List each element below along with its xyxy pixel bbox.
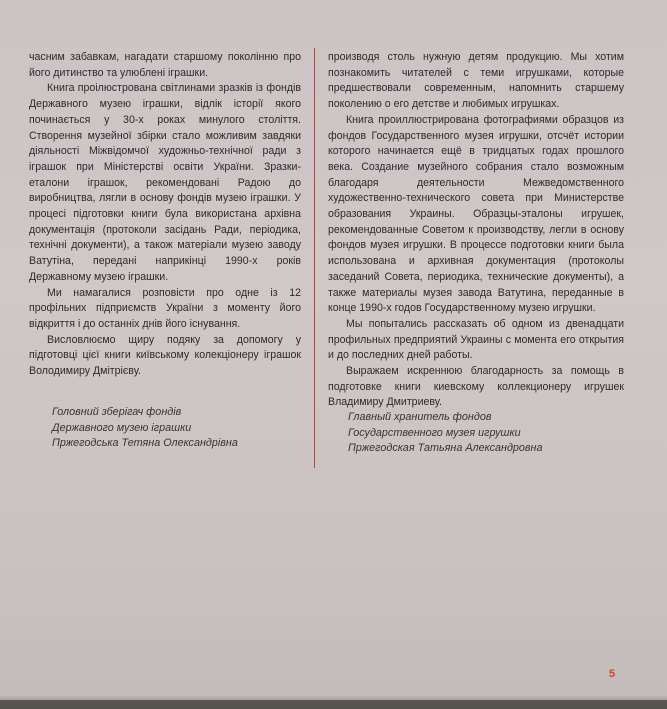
rus-signature-name: Пржегодская Татьяна Александровна bbox=[348, 442, 543, 455]
page-number: 5 bbox=[609, 668, 616, 680]
ukr-signature-title: Головний зберігач фондів bbox=[52, 406, 182, 418]
rus-paragraph-3: Мы попытались рассказать об одном из двенадцати профильных предприятий Украины с момента его открытия и до последних дней работы. bbox=[328, 317, 624, 362]
ukr-paragraph-1: часним забавкам, нагадати старшому поколінню про його дитинство та улюблені іграшки. bbox=[29, 51, 301, 79]
page-bottom-shadow bbox=[0, 695, 667, 709]
ukr-paragraph-3: Ми намагалися розповісти про одне із 12 профільних підприємств України з моменту його відкриття і до останніх днів його існування. bbox=[29, 286, 301, 330]
ukr-signature-name: Пржегодська Тетяна Олександрівна bbox=[52, 437, 238, 450]
rus-signature bbox=[348, 410, 543, 457]
ukr-signature-museum: Державного музею іграшки bbox=[52, 421, 192, 434]
rus-paragraph-1: производя столь нужную детям продукцию. Мы хотим познакомить читателей с теми игрушками, которые предшествовали современным, напомнить старшему поколению о его детстве и любимых игрушках. bbox=[328, 51, 624, 111]
rus-signature-title: Главный хранитель фондов bbox=[348, 411, 492, 423]
ukr-signature bbox=[52, 405, 238, 452]
rus-paragraph-2: Книга проиллюстрирована фотографиями образцов из фондов Государственного музея игрушки, отсчёт истории которого начинается ещё в тридцатых годах прошлого века. Создание музейного собрания стало возможным благодаря деятельности Межведомственного художественно-технического совета при Министерстве образования Украины. Образцы-эталоны игрушек, рекомендованные Советом к производству, легли в основу фондов музея игрушки. В процессе подготовки книги была использована и архивная документация (протоколы заседаний Совета, периодика, технические документы), а также материалы музея завода Ватутина, переданные в конце 1990-х годов Государственному музею игрушки. bbox=[328, 113, 624, 315]
ukr-paragraph-2: Книга проілюстрована світлинами зразків із фондів Державного музею іграшки, відлік історії якого починається у 30-х роках минулого століття. Створення музейної збірки стало можливим завдяки діяльності Міжвідомчої художньо-технічної ради з іграшок при Міністерстві освіти України. Зразки-еталони іграшок, рекомендовані Радою до виробництва, лягли в основу фондів музею іграшки. У процесі підготовки книги була використана архівна документація (протоколи засідань Ради, періодика, технічні документи), а також матеріали музею заводу Ватутіна, передані наприкінці 1990-х років Державному музею іграшки. bbox=[29, 82, 301, 283]
russian-text-column bbox=[328, 50, 624, 411]
column-divider bbox=[314, 48, 315, 468]
ukrainian-text-column bbox=[29, 50, 301, 380]
rus-paragraph-4: Выражаем искреннюю благодарность за помощь в подготовке книги киевскому коллекционеру игрушек Владимиру Дмитриеву. bbox=[328, 365, 624, 409]
ukr-paragraph-4: Висловлюємо щиру подяку за допомогу у підготовці цієї книги київському колекціонеру іграшок Володимиру Дмітрієву. bbox=[29, 333, 301, 378]
rus-signature-museum: Государственного музея игрушки bbox=[348, 426, 521, 439]
